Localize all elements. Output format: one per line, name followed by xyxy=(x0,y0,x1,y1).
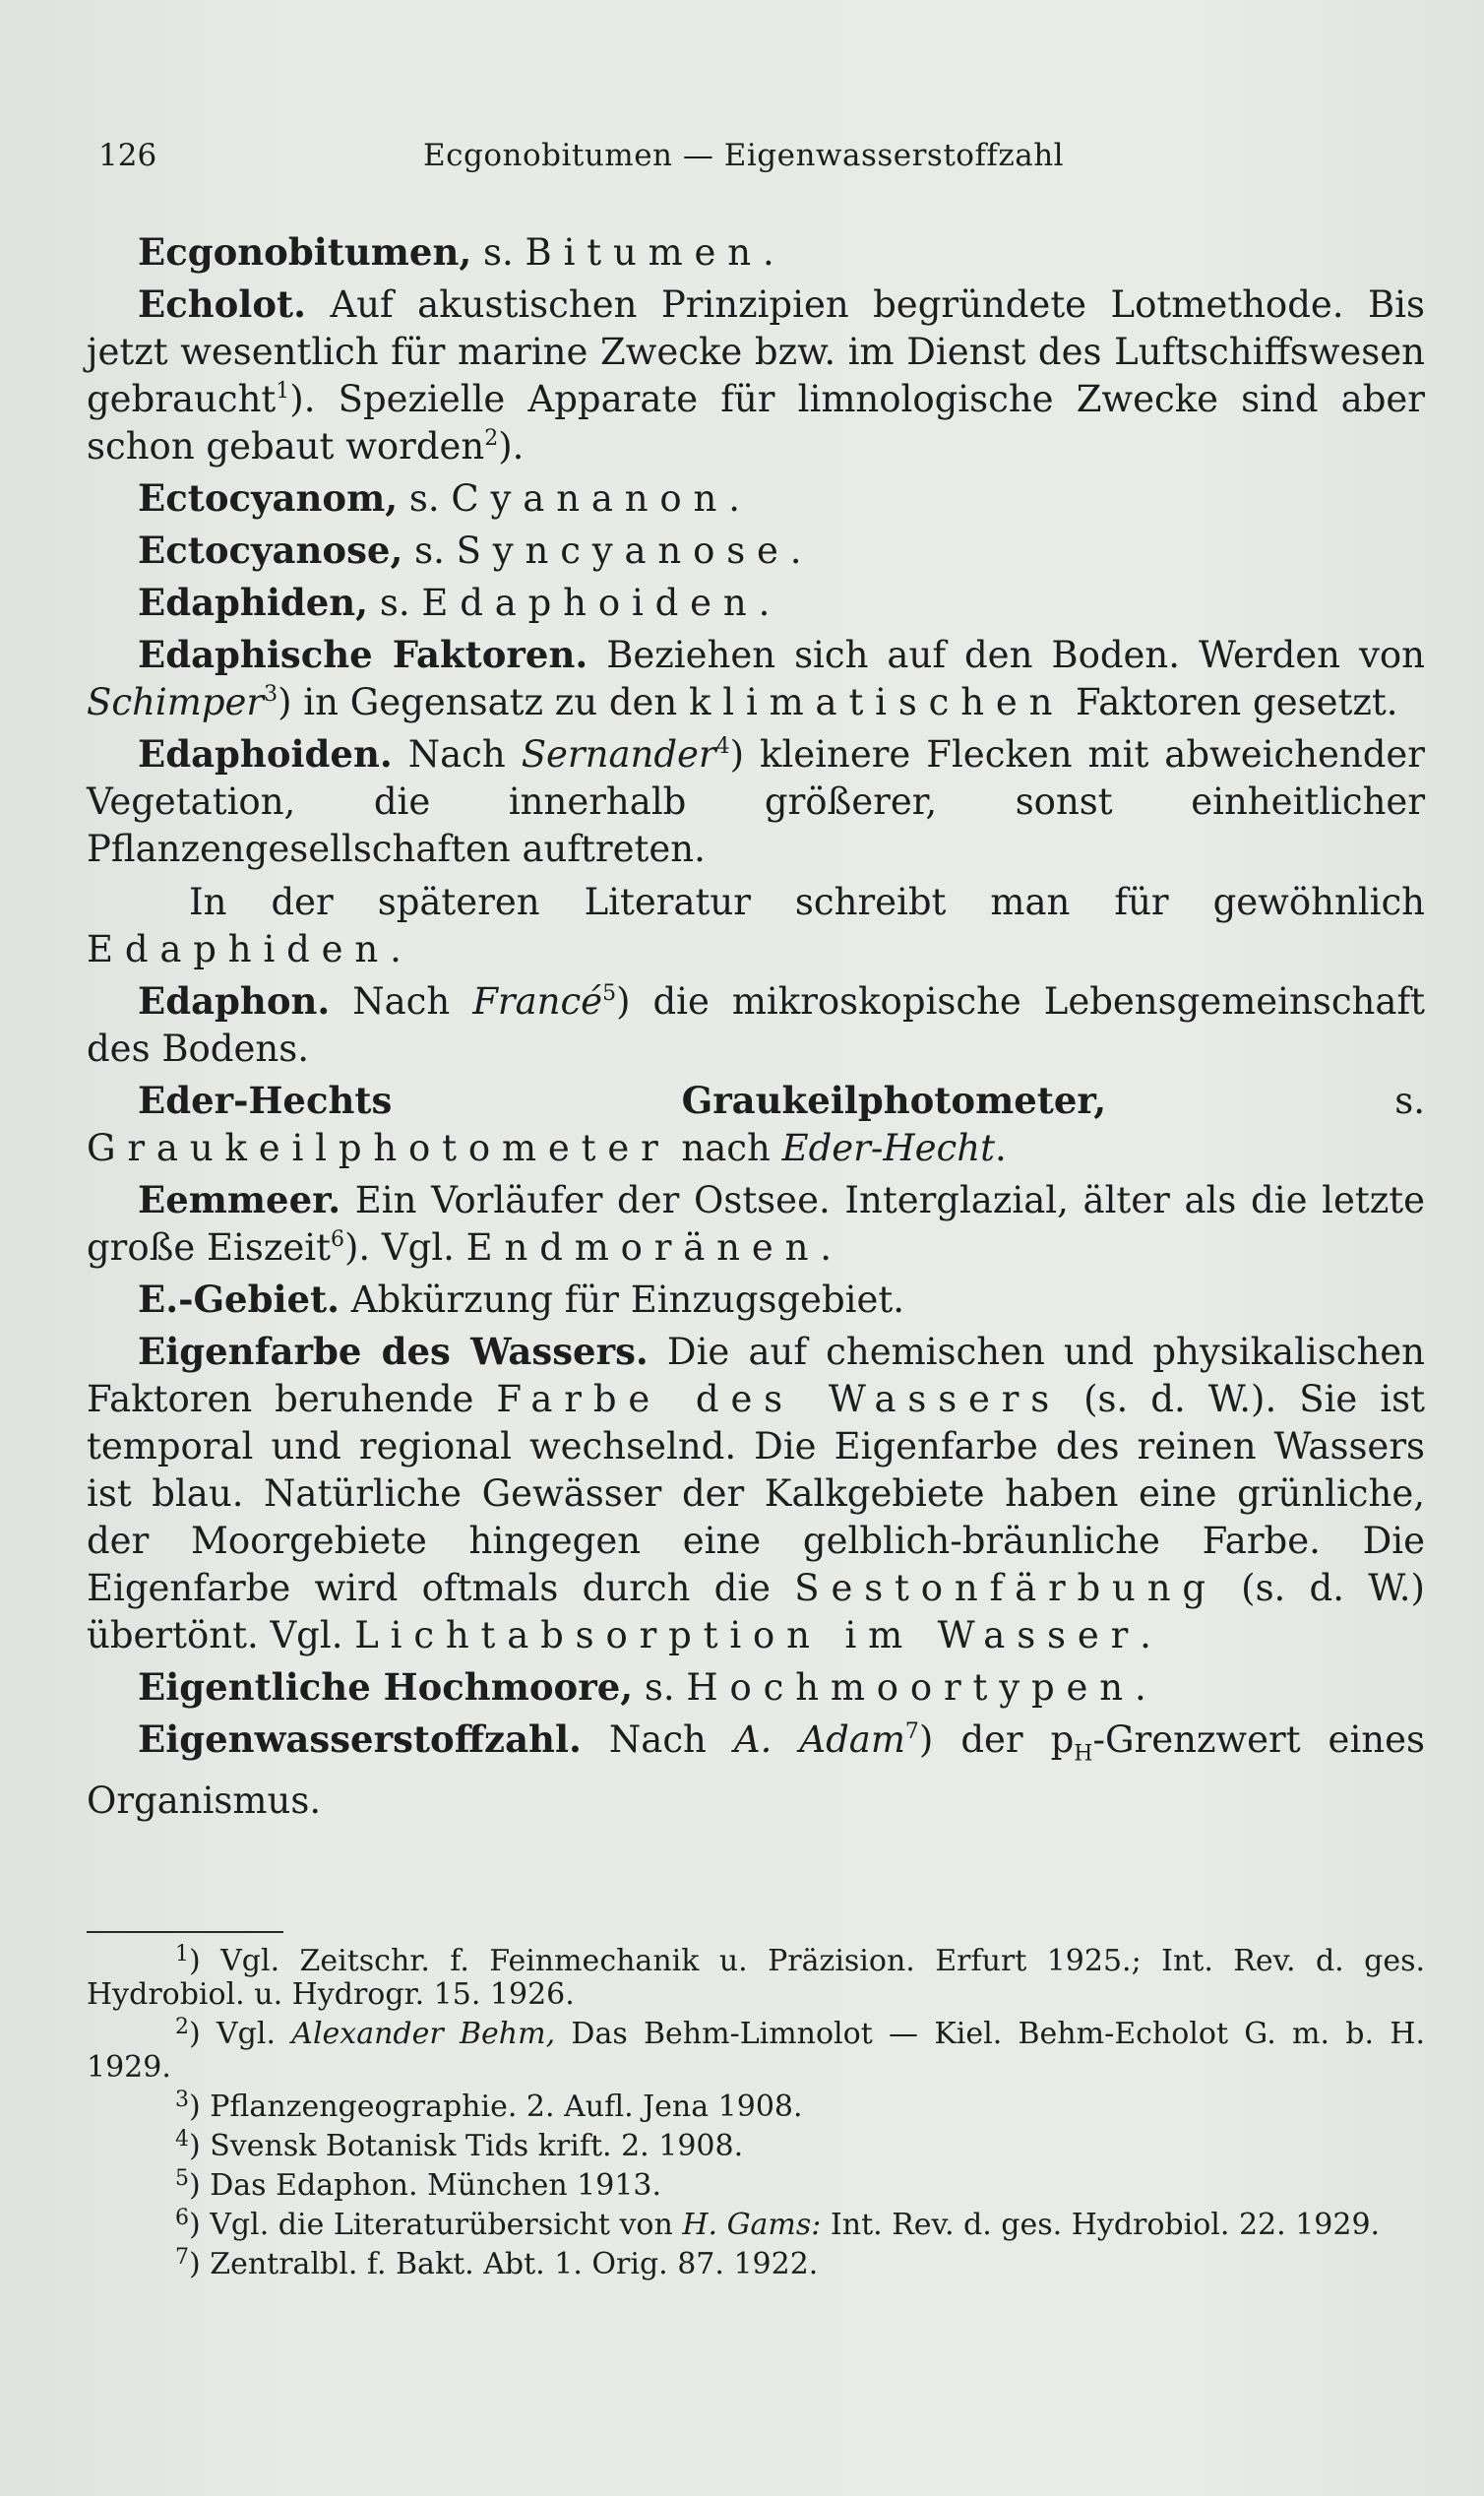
author-name: A. Adam xyxy=(733,1718,905,1761)
entry-text: s. xyxy=(471,231,526,274)
entry-edaphoiden-continuation xyxy=(87,879,1425,973)
headword: Eder-Hechts Graukeilphotometer, xyxy=(138,1079,1107,1122)
author-name: Sernander xyxy=(521,733,716,776)
cross-reference: Lichtabsorption im Wasser xyxy=(354,1614,1141,1656)
entry-text: s. xyxy=(368,582,422,624)
entry-edaphon xyxy=(87,977,1425,1073)
footnotes xyxy=(87,1942,1425,2287)
entry-eigentliche-hochmoore xyxy=(87,1663,1425,1712)
footnote xyxy=(87,2015,1425,2085)
footnote-marker: 6 xyxy=(175,2206,189,2230)
entry-echolot xyxy=(87,281,1425,470)
footnote-text: Int. Rev. d. ges. Hydrobiol. 22. 1929. xyxy=(821,2208,1381,2242)
footnote-text: ) Zentralbl. f. Bakt. Abt. 1. Orig. 87. 1922. xyxy=(189,2247,819,2281)
entry-e-gebiet xyxy=(87,1276,1425,1324)
footnote-marker: 7 xyxy=(175,2245,189,2270)
headword: Edaphoiden. xyxy=(138,732,393,776)
entry-ectocyanom xyxy=(87,474,1425,523)
entry-text: ). Vgl. xyxy=(343,1226,466,1269)
cross-reference: Syncyanose xyxy=(456,530,790,572)
entry-text: s. xyxy=(402,530,457,572)
headword: Eigenfarbe des Wassers. xyxy=(138,1330,649,1373)
headword: Edaphon. xyxy=(138,979,331,1023)
author-name: Francé xyxy=(472,980,603,1023)
entry-eigenwasserstoffzahl xyxy=(87,1716,1425,1825)
entry-text: . xyxy=(820,1226,833,1269)
entry-text: Nach xyxy=(330,980,473,1023)
footnote-ref: 1 xyxy=(276,379,290,404)
footnote-text: ) Vgl. Zeitschr. f. Feinmechanik u. Präzision. Erfurt 1925.; Int. Rev. d. ges. Hydrobiol. u. Hydrogr. 15. 1926. xyxy=(87,1944,1425,2012)
entry-ectocyanose xyxy=(87,527,1425,575)
entry-text: s. xyxy=(398,477,452,520)
footnote-marker: 2 xyxy=(175,2015,189,2039)
emphasis: klimatischen xyxy=(689,681,1065,723)
cross-reference: Cyananon xyxy=(451,477,729,520)
entry-text: ) kleinere Flecken mit abweichender Vegetation, die innerhalb größerer, sonst einheitlicher Pflanzengesellschaften auftreten. xyxy=(87,733,1425,870)
entry-text: ). xyxy=(498,425,525,468)
footnote-text: ) Svensk Botanisk Tids krift. 2. 1908. xyxy=(189,2129,744,2163)
entry-text: Ein Vorläufer der Ostsee. Interglazial, älter als die letzte große Eiszeit xyxy=(87,1179,1425,1269)
footnote-ref: 6 xyxy=(330,1227,344,1252)
cross-reference: Graukeilphotometer xyxy=(87,1127,670,1169)
entry-text: . xyxy=(390,928,402,970)
entry-text: (s. d. W.) übertönt. Vgl. xyxy=(87,1567,1425,1656)
page-number: 126 xyxy=(98,138,157,173)
footnote-marker: 4 xyxy=(175,2127,189,2152)
footnote-text: ) Vgl. xyxy=(189,2017,292,2051)
footnote-text: ) Das Edaphon. München 1913. xyxy=(189,2168,662,2203)
headword: Ecgonobitumen, xyxy=(138,230,472,274)
entry-text: . xyxy=(762,231,774,274)
footnote-ref: 2 xyxy=(484,426,499,451)
footnote-marker: 3 xyxy=(175,2088,189,2112)
headword: Ectocyanose, xyxy=(138,529,403,572)
entry-text: Die auf chemischen und physikalischen Faktoren beruhende xyxy=(87,1331,1425,1420)
author-name: Schimper xyxy=(87,681,265,723)
entry-ecgonobitumen xyxy=(87,228,1425,277)
entry-text: . xyxy=(728,477,740,520)
entry-text: Beziehen sich auf den Boden. Werden von xyxy=(587,634,1426,676)
subscript: H xyxy=(1074,1741,1093,1767)
headword: Echolot. xyxy=(138,282,307,326)
footnote xyxy=(87,1942,1425,2012)
entry-edaphische-faktoren xyxy=(87,631,1425,726)
entry-edaphoiden xyxy=(87,730,1425,873)
dictionary-entries xyxy=(87,228,1425,1829)
headword: Eigentliche Hochmoore, xyxy=(138,1665,634,1709)
footnote-rule xyxy=(87,1931,283,1933)
cross-reference: Endmoränen xyxy=(465,1226,821,1269)
footnote-marker: 1 xyxy=(175,1942,189,1966)
entry-text: ). Spezielle Apparate für limnologische Zwecke sind aber schon gebaut worden xyxy=(87,378,1425,468)
entry-text: In der späteren Literatur schreibt man für gewöhnlich xyxy=(189,881,1425,923)
entry-text: Nach xyxy=(392,733,522,776)
entry-eemmeer xyxy=(87,1176,1425,1272)
entry-text: . xyxy=(1140,1614,1151,1656)
footnote xyxy=(87,2090,1425,2124)
footnote xyxy=(87,2127,1425,2163)
entry-text: . xyxy=(994,1127,1007,1169)
footnote xyxy=(87,2166,1425,2203)
entry-text: s. xyxy=(1106,1080,1425,1122)
entry-text: ) der p xyxy=(918,1718,1075,1761)
footnote-text: ) Pflanzengeographie. 2. Aufl. Jena 1908. xyxy=(189,2090,803,2124)
entry-text: Abkürzung für Einzugsgebiet. xyxy=(340,1279,905,1321)
entry-text: nach xyxy=(669,1127,782,1169)
footnote xyxy=(87,2245,1425,2281)
cross-reference: Edaphoiden xyxy=(421,582,759,624)
headword: Edaphische Faktoren. xyxy=(138,633,588,676)
cross-reference: Hochmoortypen xyxy=(686,1666,1135,1709)
entry-text: -Grenzwert eines Organismus. xyxy=(87,1718,1425,1823)
entry-text: . xyxy=(1134,1666,1146,1709)
footnote-ref: 4 xyxy=(715,734,730,759)
footnote-author: Alexander Behm, xyxy=(291,2017,556,2051)
footnote-ref: 3 xyxy=(264,682,278,707)
footnote-ref: 5 xyxy=(602,981,617,1006)
headword: Eigenwasserstoffzahl. xyxy=(138,1717,582,1761)
footnote-marker: 5 xyxy=(175,2166,189,2191)
entry-eigenfarbe xyxy=(87,1328,1425,1659)
entry-text: ) in Gegensatz zu den xyxy=(278,681,690,723)
cross-reference: Edaphiden xyxy=(87,928,391,970)
headword: Edaphiden, xyxy=(138,581,369,624)
entry-text: (s. d. W.). Sie ist temporal und regional wechselnd. Die Eigenfarbe des reinen Wassers ist blau. Natürliche Gewässer der Kalkgebiete haben eine grünliche, der Moorgebiete hingegen eine gelblich-bräunliche Farbe. Die Eigenfarbe wird oftmals durch die xyxy=(87,1378,1425,1609)
footnote-author: H. Gams: xyxy=(682,2208,822,2242)
entry-text: s. xyxy=(633,1666,687,1709)
footnote xyxy=(87,2206,1425,2242)
entry-text: Auf akustischen Prinzipien begründete Lotmethode. Bis jetzt wesentlich für marine Zwecke bzw. im Dienst des Luftschiffswesen gebraucht xyxy=(87,283,1425,420)
author-name: Eder-Hecht xyxy=(781,1127,995,1169)
entry-text: ) die mikroskopische Lebensgemeinschaft des Bodens. xyxy=(87,980,1426,1070)
cross-reference: Sestonfärbung xyxy=(794,1567,1217,1609)
entry-text: . xyxy=(789,530,802,572)
footnote-ref: 7 xyxy=(904,1719,919,1744)
entry-edaphiden xyxy=(87,579,1425,627)
entry-text: Faktoren gesetzt. xyxy=(1064,681,1398,723)
entry-eder-hechts xyxy=(87,1077,1425,1172)
running-title: Ecgonobitumen — Eigenwasserstoffzahl xyxy=(423,138,1065,173)
headword: E.-Gebiet. xyxy=(138,1278,340,1321)
cross-reference: Bitumen xyxy=(525,231,763,274)
entry-text: Nach xyxy=(581,1718,734,1761)
emphasis: Farbe des Wassers xyxy=(496,1378,1062,1420)
headword: Eemmeer. xyxy=(138,1178,341,1221)
headword: Ectocyanom, xyxy=(138,476,399,520)
footnote-text: Das Behm-Limnolot — Kiel. Behm-Echolot G. m. b. H. 1929. xyxy=(87,2017,1425,2085)
entry-text: . xyxy=(758,582,771,624)
footnote-text: ) Vgl. die Literaturübersicht von xyxy=(189,2208,683,2242)
running-header xyxy=(98,138,1417,187)
